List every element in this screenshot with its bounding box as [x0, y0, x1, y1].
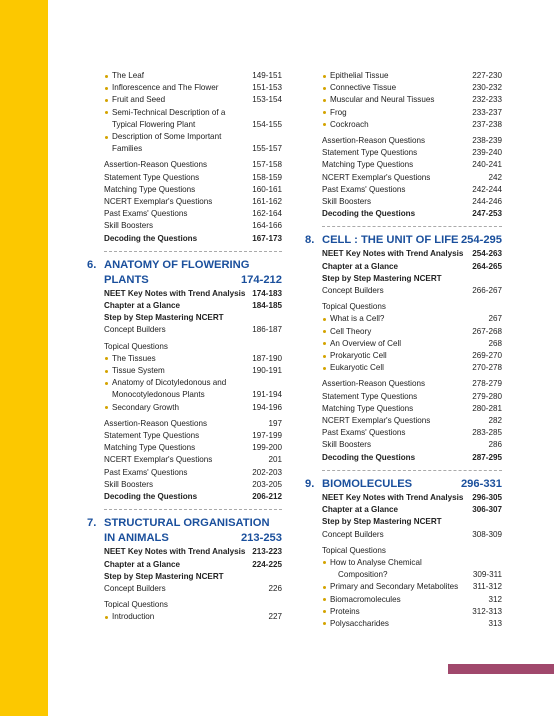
- toc-entry[interactable]: Biomacromolecules 312: [322, 594, 502, 606]
- toc-subheading: Topical Questions: [322, 545, 386, 555]
- chapter-heading[interactable]: 9. BIOMOLECULES 296-331: [305, 477, 502, 490]
- toc-entry[interactable]: NEET Key Notes with Trend Analysis 174-183: [104, 288, 282, 298]
- toc-entry[interactable]: Epithelial Tissue 227-230: [322, 70, 502, 82]
- toc-entry[interactable]: Polysaccharides 313: [322, 618, 502, 630]
- toc-entry[interactable]: Eukaryotic Cell 270-278: [322, 362, 502, 374]
- page-edge-tab: [448, 664, 554, 674]
- toc-subheading: Step by Step Mastering NCERT: [322, 273, 442, 283]
- toc-right-column: [305, 70, 502, 630]
- toc-entry[interactable]: Decoding the Questions 287-295: [322, 452, 502, 462]
- toc-entry[interactable]: Description of Some Important Families 155-157: [104, 131, 282, 155]
- section-divider: [322, 226, 502, 227]
- chapter-heading[interactable]: 6. ANATOMY OF FLOWERING PLANTS 174-212: [87, 258, 282, 286]
- toc-entry[interactable]: Concept Builders 308-309: [322, 529, 502, 539]
- toc-entry[interactable]: Cockroach 237-238: [322, 119, 502, 131]
- toc-subheading: Topical Questions: [104, 600, 168, 610]
- toc-entry[interactable]: Assertion-Reason Questions 278-279: [322, 379, 502, 389]
- toc-entry[interactable]: Statement Type Questions 279-280: [322, 391, 502, 401]
- section-divider: [322, 470, 502, 471]
- section-divider: [104, 251, 282, 252]
- toc-entry[interactable]: Prokaryotic Cell 269-270: [322, 350, 502, 362]
- toc-entry[interactable]: Assertion-Reason Questions 197: [104, 418, 282, 428]
- toc-entry[interactable]: How to Analyse Chemical Composition? 309-311: [322, 557, 502, 581]
- toc-entry[interactable]: Past Exams' Questions 242-244: [322, 184, 502, 194]
- toc-entry[interactable]: NEET Key Notes with Trend Analysis 254-263: [322, 249, 502, 259]
- toc-entry[interactable]: Skill Boosters 203-205: [104, 479, 282, 489]
- toc-entry[interactable]: Inflorescence and The Flower 151-153: [104, 82, 282, 94]
- toc-left-column: [87, 70, 282, 624]
- toc-entry[interactable]: Fruit and Seed 153-154: [104, 94, 282, 106]
- toc-entry[interactable]: Muscular and Neural Tissues 232-233: [322, 94, 502, 106]
- toc-entry[interactable]: Proteins 312-313: [322, 606, 502, 618]
- toc-entry[interactable]: Skill Boosters 286: [322, 440, 502, 450]
- toc-subheading: Topical Questions: [104, 341, 168, 351]
- toc-entry[interactable]: Skill Boosters 164-166: [104, 221, 282, 231]
- toc-entry[interactable]: Past Exams' Questions 202-203: [104, 467, 282, 477]
- toc-entry[interactable]: Connective Tissue 230-232: [322, 82, 502, 94]
- chapter-heading[interactable]: 7. STRUCTURAL ORGANISATION IN ANIMALS 213-253: [87, 517, 282, 545]
- toc-entry[interactable]: Past Exams' Questions 162-164: [104, 209, 282, 219]
- toc-entry[interactable]: Matching Type Questions 199-200: [104, 443, 282, 453]
- toc-entry[interactable]: Anatomy of Dicotyledonous and Monocotyledonous Plants 191-194: [104, 377, 282, 401]
- toc-entry[interactable]: Chapter at a Glance 224-225: [104, 559, 282, 569]
- toc-entry[interactable]: Secondary Growth 194-196: [104, 402, 282, 414]
- toc-subheading: Step by Step Mastering NCERT: [322, 517, 442, 527]
- section-divider: [104, 509, 282, 510]
- toc-entry[interactable]: Cell Theory 267-268: [322, 326, 502, 338]
- toc-entry[interactable]: Introduction 227: [104, 611, 282, 623]
- toc-subheading: Step by Step Mastering NCERT: [104, 313, 224, 323]
- toc-entry[interactable]: NCERT Exemplar's Questions 242: [322, 172, 502, 182]
- toc-entry[interactable]: Decoding the Questions 206-212: [104, 492, 282, 502]
- toc-entry[interactable]: Assertion-Reason Questions 238-239: [322, 136, 502, 146]
- toc-entry[interactable]: Matching Type Questions 160-161: [104, 184, 282, 194]
- toc-entry[interactable]: Statement Type Questions 197-199: [104, 431, 282, 441]
- toc-entry[interactable]: NCERT Exemplar's Questions 161-162: [104, 197, 282, 207]
- toc-entry[interactable]: The Tissues 187-190: [104, 353, 282, 365]
- toc-entry[interactable]: Chapter at a Glance 264-265: [322, 261, 502, 271]
- toc-entry[interactable]: Primary and Secondary Metabolites 311-312: [322, 581, 502, 593]
- toc-subheading: Step by Step Mastering NCERT: [104, 571, 224, 581]
- toc-entry[interactable]: Skill Boosters 244-246: [322, 197, 502, 207]
- toc-entry[interactable]: NEET Key Notes with Trend Analysis 213-223: [104, 547, 282, 557]
- toc-entry[interactable]: Matching Type Questions 280-281: [322, 403, 502, 413]
- toc-entry[interactable]: Frog 233-237: [322, 107, 502, 119]
- toc-entry[interactable]: What is a Cell? 267: [322, 313, 502, 325]
- left-margin-bar: [0, 0, 48, 716]
- toc-entry[interactable]: Concept Builders 186-187: [104, 325, 282, 335]
- toc-entry[interactable]: Matching Type Questions 240-241: [322, 160, 502, 170]
- toc-entry[interactable]: Tissue System 190-191: [104, 365, 282, 377]
- toc-entry[interactable]: NEET Key Notes with Trend Analysis 296-305: [322, 492, 502, 502]
- toc-entry[interactable]: Chapter at a Glance 306-307: [322, 505, 502, 515]
- toc-entry[interactable]: Assertion-Reason Questions 157-158: [104, 160, 282, 170]
- toc-entry[interactable]: Statement Type Questions 158-159: [104, 172, 282, 182]
- toc-entry[interactable]: Statement Type Questions 239-240: [322, 148, 502, 158]
- toc-subheading: Topical Questions: [322, 302, 386, 312]
- toc-entry[interactable]: Chapter at a Glance 184-185: [104, 301, 282, 311]
- toc-entry[interactable]: Semi-Technical Description of a Typical Flowering Plant 154-155: [104, 107, 282, 131]
- toc-entry[interactable]: An Overview of Cell 268: [322, 338, 502, 350]
- toc-entry[interactable]: Decoding the Questions 247-253: [322, 209, 502, 219]
- toc-entry[interactable]: Decoding the Questions 167-173: [104, 233, 282, 243]
- toc-entry[interactable]: NCERT Exemplar's Questions 201: [104, 455, 282, 465]
- toc-entry[interactable]: Past Exams' Questions 283-285: [322, 428, 502, 438]
- toc-entry[interactable]: NCERT Exemplar's Questions 282: [322, 416, 502, 426]
- toc-entry[interactable]: Concept Builders 226: [104, 583, 282, 593]
- toc-entry[interactable]: The Leaf 149-151: [104, 70, 282, 82]
- toc-entry[interactable]: Concept Builders 266-267: [322, 286, 502, 296]
- chapter-heading[interactable]: 8. CELL : THE UNIT OF LIFE 254-295: [305, 234, 502, 247]
